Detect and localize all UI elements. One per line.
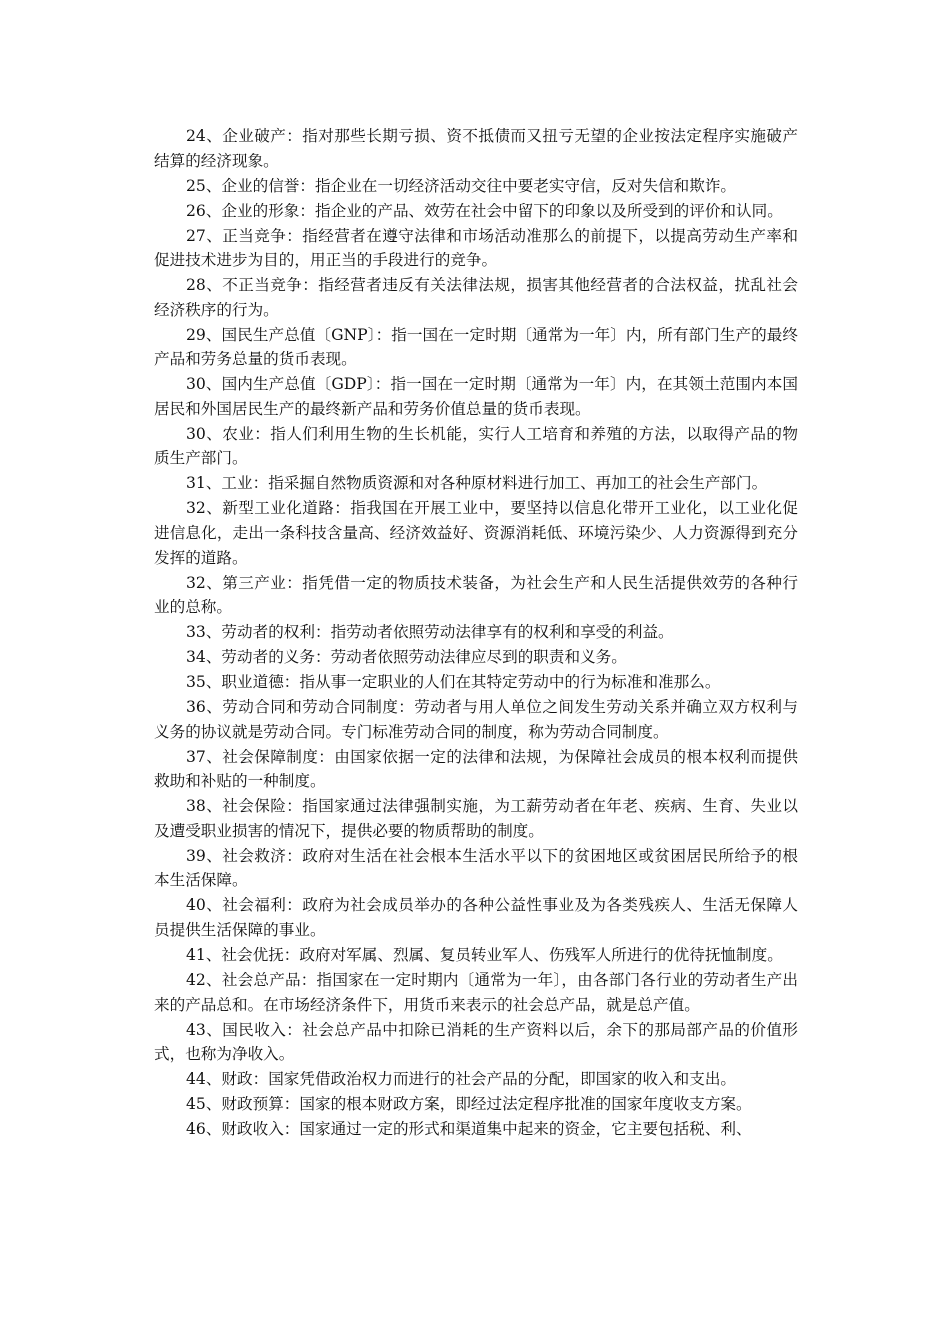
paragraph-40: 40、社会福利：政府为社会成员举办的各种公益性事业及为各类残疾人、生活无保障人员提供生活保障的事业。 bbox=[154, 896, 798, 940]
paragraph-25: 25、企业的信誉：指企业在一切经济活动交往中要老实守信，反对失信和欺诈。 bbox=[186, 176, 737, 195]
paragraph-24: 24、企业破产：指对那些长期亏损、资不抵债而又扭亏无望的企业按法定程序实施破产结算的经济现象。 bbox=[154, 127, 798, 170]
paragraph-27: 27、正当竞争：指经营者在遵守法律和市场活动准那么的前提下，以提高劳动生产率和促进技术进步为目的，用正当的手段进行的竞争。 bbox=[154, 226, 798, 270]
paragraph-38: 38、社会保险：指国家通过法律强制实施，为工薪劳动者在年老、疾病、生育、失业以及遭受职业损害的情况下，提供必要的物质帮助的制度。 bbox=[154, 797, 798, 840]
paragraph-39: 39、社会救济：政府对生活在社会根本生活水平以下的贫困地区或贫困居民所给予的根本生活保障。 bbox=[154, 846, 798, 890]
paragraph-41: 41、社会优抚：政府对军属、烈属、复员转业军人、伤残军人所进行的优待抚恤制度。 bbox=[186, 946, 783, 965]
paragraph-31: 31、工业：指采掘自然物质资源和对各种原材料进行加工、再加工的社会生产部门。 bbox=[186, 474, 768, 493]
paragraph-32-industrialization: 32、新型工业化道路：指我国在开展工业中，要坚持以信息化带开工业化，以工业化促进信息化，走出一条科技含量高、经济效益好、资源消耗低、环境污染少、人力资源得到充分发挥的道路。 bbox=[154, 499, 798, 567]
document-body bbox=[154, 124, 798, 1142]
paragraph-34: 34、劳动者的义务：劳动者依照劳动法律应尽到的职责和义务。 bbox=[186, 648, 627, 667]
paragraph-30-gdp: 30、国内生产总值〔GDP〕：指一国在一定时期〔通常为一年〕内，在其领土范围内本国居民和外国居民生产的最终新产品和劳务价值总量的货币表现。 bbox=[154, 375, 798, 418]
paragraph-42: 42、社会总产品：指国家在一定时期内〔通常为一年〕，由各部门各行业的劳动者生产出来的产品总和。在市场经济条件下，用货币来表示的社会总产品，就是总产值。 bbox=[154, 971, 798, 1014]
paragraph-45: 45、财政预算：国家的根本财政方案，即经过法定程序批准的国家年度收支方案。 bbox=[186, 1095, 752, 1114]
paragraph-30-agriculture: 30、农业：指人们利用生物的生长机能，实行人工培育和养殖的方法，以取得产品的物质生产部门。 bbox=[154, 424, 798, 468]
paragraph-36: 36、劳动合同和劳动合同制度：劳动者与用人单位之间发生劳动关系并确立双方权利与义务的协议就是劳动合同。专门标准劳动合同的制度，称为劳动合同制度。 bbox=[154, 698, 798, 741]
paragraph-33: 33、劳动者的权利：指劳动者依照劳动法律享有的权利和享受的利益。 bbox=[186, 623, 674, 642]
paragraph-28: 28、不正当竞争：指经营者违反有关法律法规，损害其他经营者的合法权益，扰乱社会经济秩序的行为。 bbox=[154, 276, 798, 319]
paragraph-44: 44、财政：国家凭借政治权力而进行的社会产品的分配，即国家的收入和支出。 bbox=[186, 1070, 737, 1089]
paragraph-37: 37、社会保障制度：由国家依据一定的法律和法规，为保障社会成员的根本权利而提供救助和补贴的一种制度。 bbox=[154, 747, 798, 791]
paragraph-29: 29、国民生产总值〔GNP〕：指一国在一定时期〔通常为一年〕内，所有部门生产的最终产品和劳务总量的货币表现。 bbox=[154, 325, 798, 369]
paragraph-46: 46、财政收入：国家通过一定的形式和渠道集中起来的资金，它主要包括税、利、 bbox=[186, 1120, 752, 1139]
paragraph-43: 43、国民收入：社会总产品中扣除已消耗的生产资料以后，余下的那局部产品的价值形式，也称为净收入。 bbox=[154, 1020, 798, 1064]
paragraph-26: 26、企业的形象：指企业的产品、效劳在社会中留下的印象以及所受到的评价和认同。 bbox=[186, 201, 783, 220]
paragraph-35: 35、职业道德：指从事一定职业的人们在其特定劳动中的行为标准和准那么。 bbox=[186, 673, 721, 692]
paragraph-32-tertiary: 32、第三产业：指凭借一定的物质技术装备，为社会生产和人民生活提供效劳的各种行业的总称。 bbox=[154, 573, 798, 617]
